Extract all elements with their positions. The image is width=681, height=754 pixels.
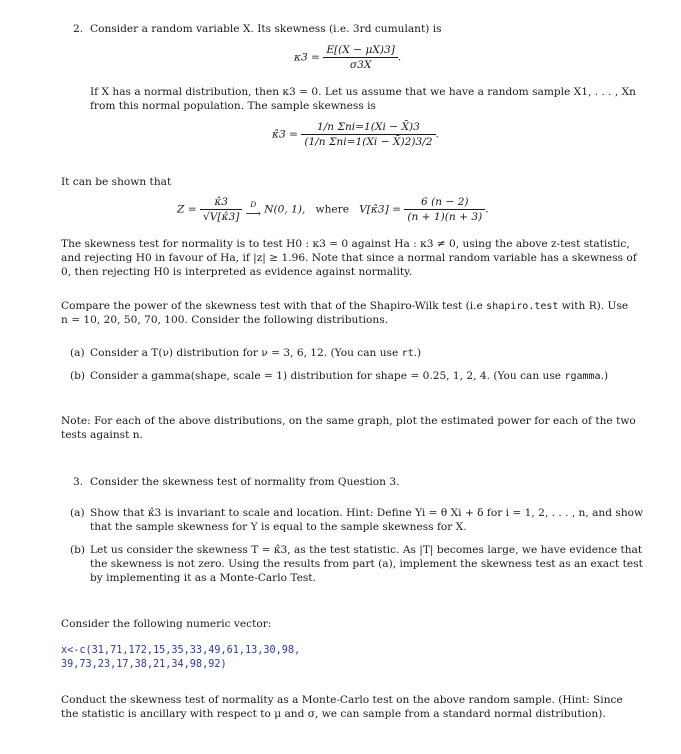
q3-final-line2: the statistic is ancillary with respect to μ and σ, we can sample from a standard normal distribution). [61, 708, 606, 720]
eq3-variance-fraction [404, 195, 485, 224]
eq3-limit: N(0, 1), [264, 203, 306, 216]
eq3-variance-numerator: 6 (n − 2) [404, 195, 485, 210]
q2-note-line1: Note: For each of the above distributions, on the same graph, plot the estimated power for each of the two [61, 415, 636, 427]
q2-compare-line2: n = 10, 20, 50, 70, 100. Consider the following distributions. [61, 314, 389, 326]
skewness-equation [294, 43, 401, 72]
eq1-denominator: σ3X [349, 59, 372, 71]
eq3-tail: . [485, 203, 489, 216]
q3-intro: Consider the skewness test of normality from Question 3. [90, 476, 400, 488]
item-b-end: .) [600, 370, 609, 382]
eq3-fraction [200, 195, 242, 224]
compare-text-a: Compare the power of the skewness test with that of the Shapiro-Wilk test (i.e [61, 300, 487, 312]
z-statistic-equation [177, 195, 489, 224]
q2-compare-line1 [61, 299, 628, 314]
q2-item-a-label: (a) [70, 347, 85, 359]
q2-note-line2: tests against n. [61, 429, 143, 441]
eq3-variance-denominator: (n + 1)(n + 3) [407, 211, 483, 223]
eq3-z: Z = [177, 203, 197, 216]
q3-final-line1: Conduct the skewness test of normality as a Monte-Carlo test on the above random sample. (Hint: Since [61, 694, 623, 706]
q3-b-line1: Let us consider the skewness T = κ̂3, as the test statistic. As |T| becomes large, we have evidence that [90, 544, 643, 556]
item-a-text: Consider a T(ν) distribution for ν = 3, 6, 12. (You can use [90, 347, 402, 359]
sample-skewness-equation [272, 120, 439, 149]
eq1-lhs: κ3 = [294, 51, 320, 64]
compare-text-b: with R). Use [558, 300, 629, 312]
q3-a-line2: that the sample skewness for Y is equal to the sample skewness for X. [90, 521, 467, 533]
item-b-text: Consider a gamma(shape, scale = 1) distribution for shape = 0.25, 1, 2, 4. (You can use [90, 370, 565, 382]
q3-vector-intro: Consider the following numeric vector: [61, 618, 272, 630]
q2-para1-line1: If X has a normal distribution, then κ3 = 0. Let us assume that we have a random sample X1, . . . , Xn [90, 86, 636, 98]
eq3-numerator: κ̂3 [200, 195, 242, 210]
eq3-denominator: √V[κ̂3] [202, 211, 240, 223]
q2-item-a [90, 346, 421, 361]
item-a-code: rt [401, 348, 414, 359]
eq3-variance-lhs: V[κ̂3] = [359, 203, 401, 216]
q2-para2-line1: The skewness test for normality is to test H0 : κ3 = 0 against Ha : κ3 ≠ 0, using the above z-test statistic, [61, 238, 630, 250]
eq1-numerator: E[(X − μX)3] [323, 43, 398, 58]
q3-b-line3: by implementing it as a Monte-Carlo Test. [90, 572, 316, 584]
eq2-tail: . [435, 128, 439, 141]
q2-item-b-label: (b) [70, 370, 86, 382]
eq2-lhs: κ̂3 = [272, 128, 298, 141]
q2-number: 2. [73, 23, 84, 35]
code-line-1: x<-c(31,71,172,15,35,33,49,61,13,30,98, [61, 645, 301, 656]
eq2-denominator: (1/n Σni=1(Xi − X̄)2)3/2 [304, 136, 433, 148]
eq3-where: where [315, 203, 350, 216]
item-a-end: .) [413, 347, 422, 359]
eq1-tail: . [397, 51, 402, 64]
q3-b-label: (b) [70, 544, 86, 556]
q3-a-label: (a) [70, 507, 85, 519]
q2-shown-text: It can be shown that [61, 176, 172, 188]
q3-b-line2: the skewness is not zero. Using the results from part (a), implement the skewness test as an exact test [90, 558, 643, 570]
item-b-code: rgamma [564, 371, 601, 382]
arrow-label: D [250, 199, 257, 209]
eq2-fraction [301, 120, 435, 149]
eq2-numerator: 1/n Σni=1(Xi − X̄)3 [301, 120, 435, 135]
q2-para2-line2: and rejecting H0 in favour of Ha, if |z| ≥ 1.96. Note that since a normal random variable has a skewness of [61, 252, 637, 264]
q2-para1-line2: from this normal population. The sample skewness is [90, 100, 376, 112]
q2-para2-line3: 0, then rejecting H0 is interpreted as evidence against normality. [61, 266, 413, 278]
compare-code: shapiro.test [486, 301, 559, 312]
q3-number: 3. [73, 476, 84, 488]
q2-item-b [90, 369, 608, 384]
q3-a-line1: Show that κ̂3 is invariant to scale and location. Hint: Define Yi = θ Xi + δ for i = 1, 2, . . . , n, and show [90, 507, 644, 519]
eq1-fraction [323, 43, 398, 72]
convergence-arrow [246, 201, 261, 219]
code-line-2: 39,73,23,17,38,21,34,98,92) [61, 659, 227, 670]
arrow-icon: ⟶ [245, 207, 261, 220]
q2-intro: Consider a random variable X. Its skewness (i.e. 3rd cumulant) is [90, 23, 442, 35]
